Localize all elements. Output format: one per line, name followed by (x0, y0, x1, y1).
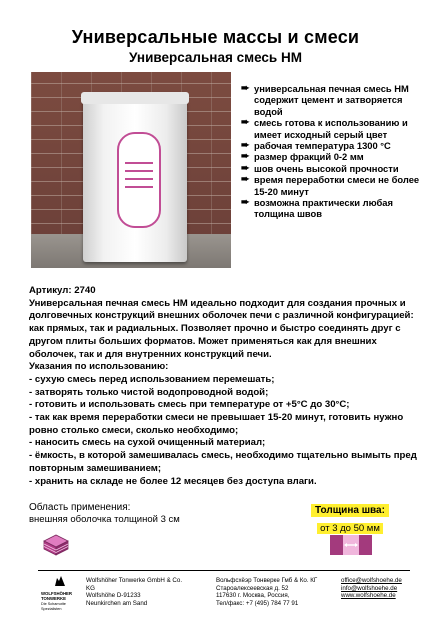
arrow-icon: ➨ (241, 174, 250, 186)
instruction-item: - затворять только чистой водопроводной водой; (29, 386, 269, 398)
website-link[interactable]: www.wolfshoehe.de (341, 592, 396, 600)
instructions-title: Указания по использованию: (29, 361, 169, 373)
instruction-item: - хранить на складе не более 12 месяцев без доступа влаги. (29, 475, 317, 487)
description-text: Универсальная печная смесь НМ идеально подходит для создания прочных и долговечных конструкций внешних оболочек печи с различной конфигурацией: как прямых, так и радиальных. Позволяет прочно и быстро соединять друг с другом плиты больших форматов. Может применяться как для внешних оболочек, так и для внутренних конструкций печи. (29, 297, 414, 360)
contact-links (341, 577, 421, 600)
arrow-icon: ➨ (241, 140, 250, 152)
page-title: Универсальные массы и смеси (71, 27, 360, 47)
wolf-icon (54, 575, 66, 587)
mix-bag (83, 92, 187, 262)
feature-item: ➨ размер фракций 0-2 мм (241, 151, 364, 163)
arrow-icon: ➨ (241, 83, 250, 94)
instruction-item: - наносить смесь на сухой очищенный материал; (29, 437, 266, 449)
feature-item: ➨ смесь готова к использованию и имеет исходный серый цвет (241, 117, 408, 140)
feature-item: ➨ возможна практически любая толщина швов (241, 197, 393, 220)
instruction-item: - так как время переработки смеси не превышает 15-20 минут, готовить нужно ровно столько смеси, сколько необходимо; (29, 412, 404, 436)
product-photo (31, 72, 231, 268)
seam-title: Толщина шва: (311, 504, 389, 517)
logo-name: WOLFSHÖHER TONWERKE (41, 591, 73, 601)
instruction-item: - сухую смесь перед использованием перемешать; (29, 373, 275, 385)
article-number: Артикул: 2740 (29, 285, 96, 296)
feature-item: ➨ универсальная печная смесь НМ содержит цемент и затворяется водой (241, 83, 409, 117)
application-value: внешняя оболочка толщиной 3 см (29, 514, 180, 525)
email-office-link[interactable]: office@wolfshoehe.de (341, 577, 402, 584)
german-address: Wolfshöher Tonwerke GmbH & Co. KG Wolfshöhe D-91233 Neunkirchen am Sand (86, 577, 183, 607)
arrow-icon: ➨ (241, 117, 250, 129)
feature-item: ➨ время переработки смеси не более 15-20 минут (241, 174, 420, 197)
application-title: Область применения: (29, 502, 131, 513)
company-logo (41, 575, 79, 615)
footer-divider (38, 570, 410, 571)
feature-item: ➨ шов очень высокой прочности (241, 162, 399, 174)
product-subtitle: Универсальная смесь НМ (129, 50, 302, 65)
instruction-item: - готовить и использовать смесь при температуре от +5°С до 30°С; (29, 399, 350, 411)
seam-thickness-icon (330, 534, 372, 556)
seam-value: от 3 до 50 мм (317, 523, 383, 534)
feature-item: ➨ рабочая температура 1300 °С (241, 140, 391, 152)
email-info-link[interactable]: info@wolfshoehe.de (341, 584, 398, 592)
arrow-icon: ➨ (241, 162, 250, 174)
instruction-item: - ёмкость, в которой замешивалась смесь, необходимо тщательно вымыть пред повторным замешиванием; (29, 450, 417, 474)
product-description (29, 285, 424, 488)
bag-label (117, 132, 161, 228)
seam-thickness (298, 500, 402, 536)
logo-tagline: Die Schamotte Spezialisten (41, 602, 66, 611)
arrow-icon: ➨ (241, 197, 250, 209)
feature-list (241, 83, 426, 220)
arrow-icon: ➨ (241, 151, 250, 163)
layers-icon (42, 532, 70, 558)
russian-address: Вольфсхёэр Тонверке Гмб & Ко. КГ Староалексеевская д. 52 117630 г. Москва, Россия, Тел/факс: +7 (495) 784 77 91 (216, 577, 318, 607)
